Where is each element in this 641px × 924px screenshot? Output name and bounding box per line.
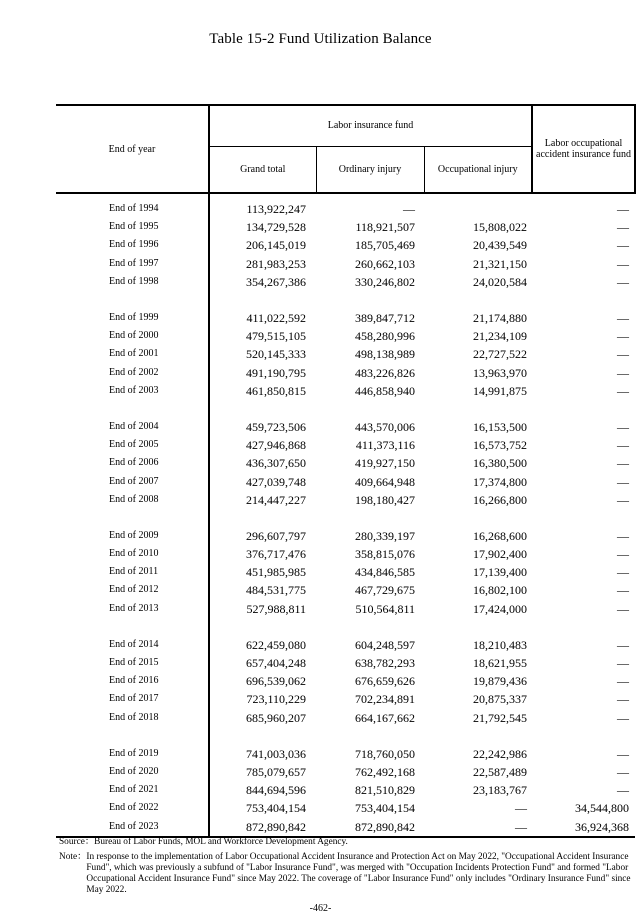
cell-grand-total: 134,729,528 (209, 218, 316, 236)
cell-grand-total: 484,531,775 (209, 581, 316, 599)
table-row (56, 817, 635, 836)
cell-labor-occ-fund: — (617, 256, 630, 271)
row-group-spacer (56, 618, 635, 636)
cell-occupational-injury: 21,792,545 (473, 710, 528, 725)
footnotes (59, 837, 634, 896)
table-row (56, 345, 635, 363)
source-label: Source： (59, 837, 95, 847)
table-row (56, 255, 635, 273)
cell-year: End of 2004 (109, 420, 159, 432)
row-group-spacer (56, 400, 635, 418)
cell-grand-total: 459,723,506 (209, 418, 316, 436)
cell-year: End of 2007 (109, 475, 159, 487)
note-line (59, 852, 634, 896)
cell-occupational-injury: 15,808,022 (473, 220, 528, 235)
cell-ordinary-injury: 280,339,197 (355, 528, 415, 543)
table-row (56, 382, 635, 400)
cell-year: End of 2012 (109, 584, 159, 596)
cell-ordinary-injury: 458,280,996 (355, 329, 415, 344)
cell-year: End of 2005 (109, 439, 159, 451)
cell-labor-occ-fund: — (617, 202, 630, 217)
cell-labor-occ-fund: — (617, 710, 630, 725)
table-row (56, 491, 635, 509)
cell-year: End of 2016 (109, 675, 159, 687)
table-row (56, 472, 635, 490)
cell-labor-occ-fund: — (617, 674, 630, 689)
page-title: Table 15-2 Fund Utilization Balance (209, 31, 432, 47)
cell-ordinary-injury: 411,373,116 (355, 438, 415, 453)
cell-ordinary-injury: 446,858,940 (355, 383, 415, 398)
cell-grand-total: 281,983,253 (209, 255, 316, 273)
cell-grand-total: 685,960,207 (209, 709, 316, 727)
cell-ordinary-injury: 330,246,802 (355, 274, 415, 289)
cell-grand-total: 753,404,154 (209, 799, 316, 817)
cell-labor-occ-fund: — (617, 238, 630, 253)
cell-labor-occ-fund: — (617, 474, 630, 489)
cell-year: End of 1999 (109, 312, 159, 324)
cell-occupational-injury: 18,621,955 (473, 656, 528, 671)
cell-ordinary-injury: 358,815,076 (355, 547, 415, 562)
cell-grand-total: 696,539,062 (209, 672, 316, 690)
cell-ordinary-injury: 185,705,469 (355, 238, 415, 253)
cell-year: End of 2002 (109, 366, 159, 378)
table-row (56, 193, 635, 218)
cell-ordinary-injury: 753,404,154 (355, 801, 415, 816)
cell-ordinary-injury: 510,564,811 (355, 601, 415, 616)
header-occupational-injury: Occupational injury (424, 146, 532, 193)
cell-year: End of 2014 (109, 638, 159, 650)
cell-occupational-injury: 22,587,489 (473, 764, 528, 779)
cell-ordinary-injury: 198,180,427 (355, 492, 415, 507)
cell-ordinary-injury: 638,782,293 (355, 656, 415, 671)
table-row (56, 327, 635, 345)
cell-grand-total: 491,190,795 (209, 364, 316, 382)
cell-grand-total: 376,717,476 (209, 545, 316, 563)
header-end-of-year: End of year (56, 105, 209, 193)
cell-year: End of 2000 (109, 330, 159, 342)
cell-grand-total: 436,307,650 (209, 454, 316, 472)
cell-year: End of 2011 (109, 566, 159, 578)
cell-occupational-injury: 16,153,500 (473, 419, 528, 434)
cell-year: End of 2021 (109, 784, 159, 796)
cell-occupational-injury: — (515, 801, 528, 816)
cell-ordinary-injury: 718,760,050 (355, 746, 415, 761)
cell-occupational-injury: 17,902,400 (473, 547, 528, 562)
cell-grand-total: 723,110,229 (209, 690, 316, 708)
cell-occupational-injury: 19,879,436 (473, 674, 528, 689)
cell-occupational-injury: — (424, 817, 532, 836)
cell-grand-total: 296,607,797 (209, 527, 316, 545)
cell-year: End of 1998 (109, 275, 159, 287)
cell-year: End of 2022 (109, 802, 159, 814)
cell-ordinary-injury: 604,248,597 (355, 637, 415, 652)
cell-grand-total: 657,404,248 (209, 654, 316, 672)
cell-labor-occ-fund: — (617, 583, 630, 598)
note-text: In response to the implementation of Labor Occupational Accident Insurance and Protection Act on May 2022, "Occupational Accident Insurance Fund", which was previously a subfund of "Labor Insurance Fund", was merged with "Occupation Incidents Protection Fund" and formed "Labor Occupational Accident Insurance Fund" since May 2022. The coverage of "Labor Insurance Fund" only includes "Ordinary Insurance Fund" since May 2022. (86, 852, 631, 895)
table-row (56, 454, 635, 472)
cell-grand-total: 741,003,036 (209, 745, 316, 763)
cell-labor-occ-fund: — (617, 274, 630, 289)
cell-labor-occ-fund: — (617, 601, 630, 616)
cell-labor-occ-fund: — (617, 692, 630, 707)
cell-labor-occ-fund: — (617, 419, 630, 434)
cell-year: End of 1996 (109, 239, 159, 251)
table-row (56, 364, 635, 382)
cell-labor-occ-fund: — (617, 456, 630, 471)
cell-labor-occ-fund: — (617, 383, 630, 398)
cell-ordinary-injury: 676,659,626 (355, 674, 415, 689)
header-ordinary-injury: Ordinary injury (316, 146, 424, 193)
cell-occupational-injury: 20,439,549 (473, 238, 528, 253)
cell-year: End of 1995 (109, 221, 159, 233)
table-body (56, 193, 635, 837)
row-group-spacer (56, 727, 635, 745)
cell-labor-occ-fund: — (617, 311, 630, 326)
cell-occupational-injury: 17,424,000 (473, 601, 528, 616)
cell-occupational-injury: 17,374,800 (473, 474, 528, 489)
cell-occupational-injury: 22,727,522 (473, 347, 528, 362)
cell-year: End of 2015 (109, 657, 159, 669)
cell-year: End of 2001 (109, 348, 159, 360)
cell-labor-occ-fund: — (617, 347, 630, 362)
cell-year: End of 2009 (109, 529, 159, 541)
cell-ordinary-injury: 664,167,662 (355, 710, 415, 725)
cell-ordinary-injury: 118,921,507 (355, 220, 415, 235)
cell-labor-occ-fund: — (617, 637, 630, 652)
cell-grand-total: 427,946,868 (209, 436, 316, 454)
source-text: Bureau of Labor Funds, MOL and Workforce Development Agency. (94, 837, 348, 847)
cell-year: End of 2017 (109, 693, 159, 705)
cell-year: End of 2006 (109, 457, 159, 469)
cell-year: End of 2018 (109, 711, 159, 723)
table-row (56, 418, 635, 436)
cell-ordinary-injury: — (403, 202, 415, 217)
note-label: Note： (59, 852, 87, 862)
cell-occupational-injury: 16,802,100 (473, 583, 528, 598)
cell-occupational-injury: 21,234,109 (473, 329, 528, 344)
cell-grand-total: 785,079,657 (209, 763, 316, 781)
cell-labor-occ-fund: — (617, 365, 630, 380)
cell-occupational-injury: 18,210,483 (473, 637, 528, 652)
cell-occupational-injury: 23,183,767 (473, 783, 528, 798)
cell-occupational-injury: 16,266,800 (473, 492, 528, 507)
table-row (56, 781, 635, 799)
table-row (56, 309, 635, 327)
cell-labor-occ-fund: — (617, 764, 630, 779)
cell-year: End of 2008 (109, 493, 159, 505)
cell-ordinary-injury: 762,492,168 (355, 764, 415, 779)
cell-grand-total: 354,267,386 (209, 273, 316, 291)
cell-year: End of 2010 (109, 548, 159, 560)
cell-occupational-injury: 21,174,880 (473, 311, 528, 326)
table-row (56, 654, 635, 672)
cell-year: End of 2019 (109, 747, 159, 759)
table-row (56, 763, 635, 781)
cell-grand-total: 427,039,748 (209, 472, 316, 490)
cell-ordinary-injury: 483,226,826 (355, 365, 415, 380)
cell-year: End of 2023 (56, 817, 209, 836)
cell-year: End of 2013 (109, 602, 159, 614)
table-row (56, 545, 635, 563)
cell-grand-total: 872,890,842 (209, 817, 316, 836)
cell-grand-total: 622,459,080 (209, 636, 316, 654)
cell-grand-total: 844,694,596 (209, 781, 316, 799)
cell-labor-occ-fund: — (617, 656, 630, 671)
page-number: -462- (309, 903, 332, 914)
cell-ordinary-injury: 409,664,948 (355, 474, 415, 489)
cell-grand-total: 214,447,227 (209, 491, 316, 509)
table-row (56, 672, 635, 690)
cell-labor-occ-fund: — (617, 746, 630, 761)
cell-grand-total: 527,988,811 (209, 600, 316, 618)
cell-labor-occ-fund: 36,924,368 (532, 817, 635, 836)
cell-occupational-injury: 16,573,752 (473, 438, 528, 453)
table-row (56, 600, 635, 618)
cell-year: End of 2003 (109, 384, 159, 396)
cell-ordinary-injury: 467,729,675 (355, 583, 415, 598)
row-group-spacer (56, 291, 635, 309)
header-labor-occupational-fund: Labor occupational accident insurance fund (532, 105, 635, 193)
table-row (56, 581, 635, 599)
cell-occupational-injury: 17,139,400 (473, 565, 528, 580)
header-labor-insurance-fund: Labor insurance fund (209, 105, 532, 146)
cell-occupational-injury: 13,963,970 (473, 365, 528, 380)
table-row (56, 690, 635, 708)
cell-occupational-injury: 16,380,500 (473, 456, 528, 471)
table-row (56, 563, 635, 581)
table-row (56, 636, 635, 654)
cell-year: End of 2020 (109, 765, 159, 777)
cell-grand-total: 206,145,019 (209, 236, 316, 254)
header-grand-total: Grand total (209, 146, 316, 193)
cell-ordinary-injury: 821,510,829 (355, 783, 415, 798)
cell-ordinary-injury: 434,846,585 (355, 565, 415, 580)
cell-grand-total: 451,985,985 (209, 563, 316, 581)
cell-occupational-injury: 14,991,875 (473, 383, 528, 398)
cell-labor-occ-fund: — (617, 220, 630, 235)
table-row (56, 709, 635, 727)
table-row (56, 218, 635, 236)
table-row (56, 273, 635, 291)
cell-labor-occ-fund: — (617, 547, 630, 562)
cell-occupational-injury (424, 193, 532, 218)
cell-labor-occ-fund: — (617, 783, 630, 798)
cell-labor-occ-fund: — (617, 438, 630, 453)
fund-balance-table (56, 104, 636, 838)
cell-ordinary-injury: 702,234,891 (355, 692, 415, 707)
cell-ordinary-injury: 498,138,989 (355, 347, 415, 362)
cell-ordinary-injury: 389,847,712 (355, 311, 415, 326)
cell-ordinary-injury: 260,662,103 (355, 256, 415, 271)
cell-occupational-injury: 21,321,150 (473, 256, 528, 271)
cell-labor-occ-fund: — (617, 492, 630, 507)
cell-labor-occ-fund: 34,544,800 (575, 801, 630, 816)
table-row (56, 527, 635, 545)
cell-grand-total: 411,022,592 (209, 309, 316, 327)
cell-occupational-injury: 22,242,986 (473, 746, 528, 761)
source-line (59, 837, 634, 848)
cell-occupational-injury: 16,268,600 (473, 528, 528, 543)
cell-labor-occ-fund: — (617, 329, 630, 344)
table-row (56, 745, 635, 763)
cell-year: End of 1997 (109, 257, 159, 269)
cell-occupational-injury: 20,875,337 (473, 692, 528, 707)
row-group-spacer (56, 509, 635, 527)
cell-labor-occ-fund: — (617, 528, 630, 543)
cell-ordinary-injury: 872,890,842 (316, 817, 424, 836)
table-row (56, 436, 635, 454)
cell-ordinary-injury: 419,927,150 (355, 456, 415, 471)
cell-occupational-injury: 24,020,584 (473, 274, 528, 289)
cell-labor-occ-fund: — (617, 565, 630, 580)
cell-grand-total: 479,515,105 (209, 327, 316, 345)
cell-grand-total: 461,850,815 (209, 382, 316, 400)
cell-grand-total: 520,145,333 (209, 345, 316, 363)
table-row (56, 799, 635, 817)
cell-year: End of 1994 (109, 203, 159, 215)
table-row (56, 236, 635, 254)
cell-grand-total: 113,922,247 (209, 193, 316, 218)
cell-ordinary-injury: 443,570,006 (355, 419, 415, 434)
